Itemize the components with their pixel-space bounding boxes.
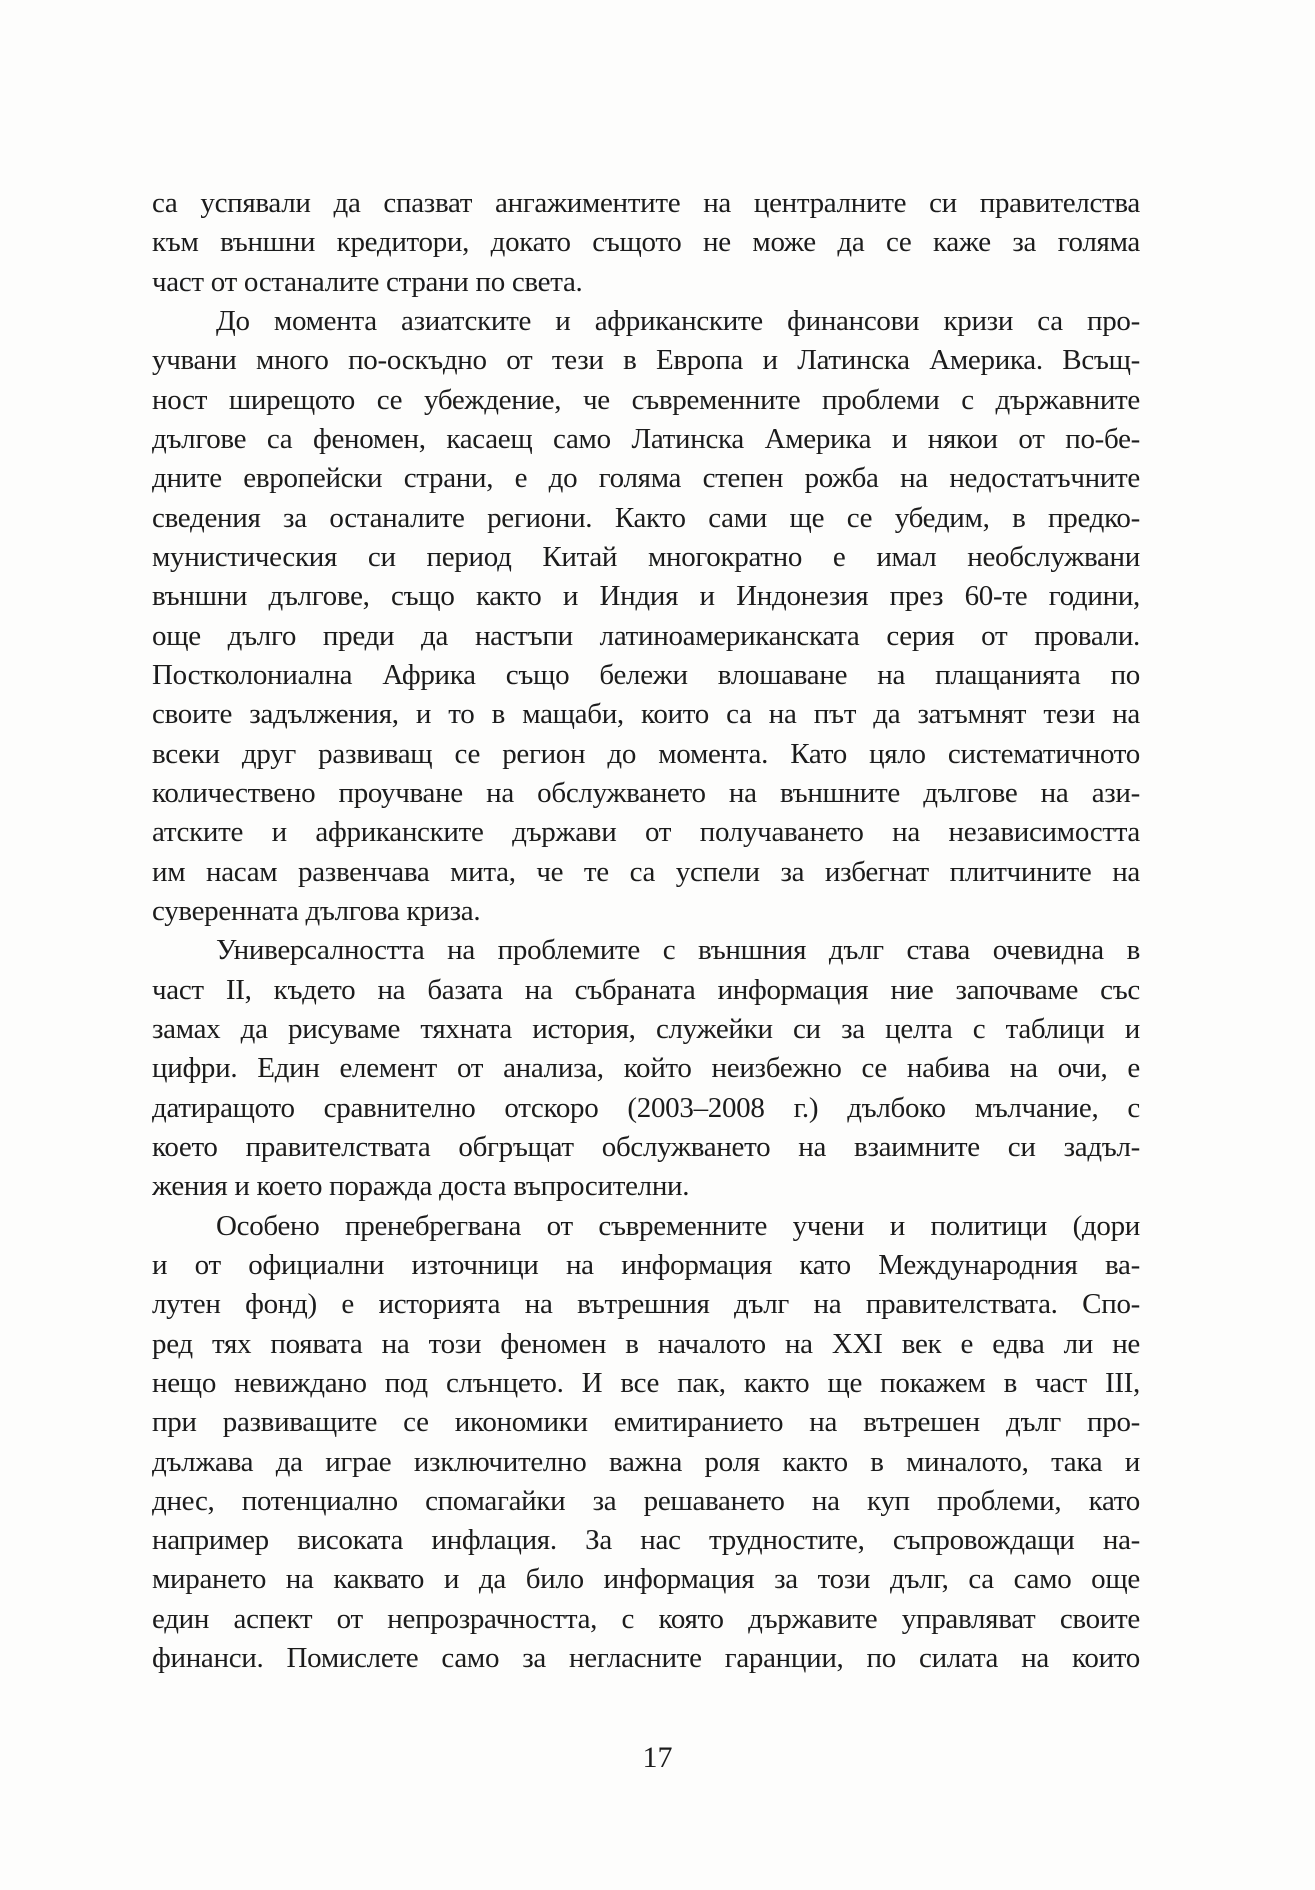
text-line: към външни кредитори, докато същото не може да се каже за голяма <box>152 226 1140 259</box>
text-line: днес, потенциално спомагайки за решаването на куп проблеми, като <box>152 1484 1140 1517</box>
text-line: дългове са феномен, касаещ само Латинска Америка и някои от по-бе- <box>152 422 1140 455</box>
text-line: Особено пренебрегвана от съвременните учени и политици (дори <box>216 1209 1140 1242</box>
text-line: един аспект от непрозрачността, с която държавите управляват своите <box>152 1602 1140 1635</box>
text-line: сведения за останалите региони. Както сами ще се убедим, в предко- <box>152 501 1140 534</box>
text-line: дължава да играе изключително важна роля както в миналото, така и <box>152 1445 1140 1478</box>
text-line: част от останалите страни по света. <box>152 265 583 298</box>
text-line: при развиващите се икономики емитиранието на вътрешен дълг про- <box>152 1406 1140 1439</box>
text-line: външни дългове, също както и Индия и Индонезия през 60-те години, <box>152 580 1140 613</box>
text-line: финанси. Помислете само за негласните гаранции, по силата на които <box>152 1642 1140 1675</box>
text-line: мунистическия си период Китай многократно е имал необслужвани <box>152 540 1140 573</box>
text-line: своите задължения, и то в мащаби, които са на път да затъмнят тези на <box>152 698 1140 731</box>
text-line: нещо невиждано под слънцето. И все пак, както ще покажем в част III, <box>152 1366 1140 1399</box>
text-line: Универсалността на проблемите с външния дълг става очевидна в <box>216 934 1140 967</box>
text-line: суверенната дългова криза. <box>152 894 481 927</box>
page-number: 17 <box>642 1741 673 1774</box>
text-line: мирането на каквато и да било информация за този дълг, са само още <box>152 1563 1140 1596</box>
text-line: цифри. Един елемент от анализа, който неизбежно се набива на очи, е <box>152 1052 1140 1085</box>
text-line: ред тях появата на този феномен в началото на XXI век е едва ли не <box>152 1327 1140 1360</box>
text-line: До момента азиатските и африканските финансови кризи са про- <box>216 304 1140 337</box>
text-line: атските и африканските държави от получаването на независимостта <box>152 816 1140 849</box>
text-line: датиращото сравнително отскоро (2003–2008 г.) дълбоко мълчание, с <box>152 1091 1140 1124</box>
text-line: например високата инфлация. За нас трудностите, съпровождащи на- <box>152 1524 1140 1557</box>
text-line: още дълго преди да настъпи латиноамериканската серия от провали. <box>152 619 1140 652</box>
text-line: част II, където на базата на събраната информация ние започваме със <box>152 973 1140 1006</box>
text-line: ност ширещото се убеждение, че съвременните проблеми с държавните <box>152 383 1140 416</box>
text-line: са успявали да спазват ангажиментите на централните си правителства <box>152 187 1140 219</box>
text-line: жения и което поражда доста въпросителни. <box>152 1170 690 1203</box>
text-line: дните европейски страни, е до голяма степен рожба на недостатъчните <box>152 462 1140 495</box>
body-text <box>152 184 1140 1678</box>
text-line: количествено проучване на обслужването на външните дългове на ази- <box>152 776 1140 809</box>
text-line: замах да рисуваме тяхната история, служейки си за целта с таблици и <box>152 1012 1140 1045</box>
text-line: което правителствата обгръщат обслужването на взаимните си задъл- <box>152 1130 1140 1163</box>
text-line: им насам развенчава мита, че те са успели за избегнат плитчините на <box>152 855 1140 888</box>
text-line: всеки друг развиващ се регион до момента. Като цяло систематичното <box>152 737 1140 770</box>
text-line: учвани много по-оскъдно от тези в Европа и Латинска Америка. Всъщ- <box>152 344 1140 377</box>
text-line: лутен фонд) е историята на вътрешния дълг на правителствата. Спо- <box>152 1288 1140 1321</box>
text-line: Постколониална Африка също бележи влошаване на плащанията по <box>152 658 1140 691</box>
text-line: и от официални източници на информация като Международния ва- <box>152 1248 1140 1281</box>
